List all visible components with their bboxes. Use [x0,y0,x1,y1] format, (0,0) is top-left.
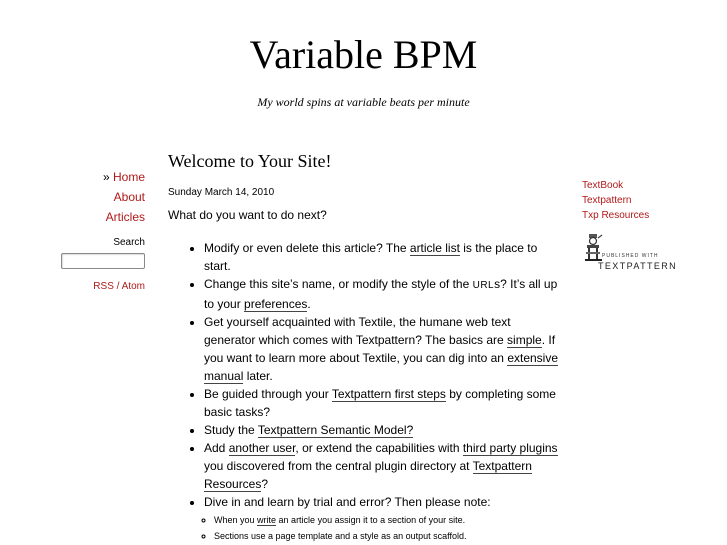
feed-separator: / [113,281,122,292]
nav-link-home[interactable]: Home [112,170,145,184]
write-link[interactable]: write [257,515,277,525]
list-item-text: Modify or even delete this article? The [204,241,410,255]
list-item-text: When you [214,515,258,525]
third-party-plugins-link[interactable]: third party plugins [462,441,558,455]
list-item-text: Sections use a page template and a style as an output scaffold. [214,531,467,541]
current-marker: » [102,170,113,184]
links-list [582,178,702,223]
site-title: Variable BPM [249,32,478,77]
article-title: Welcome to Your Site! [168,151,332,171]
list-item-text: is the place to start. [204,241,538,273]
another-user-link[interactable]: another user [228,441,296,455]
extensive-manual-link[interactable]: extensive manual [204,351,559,383]
textpattern-resources-link[interactable]: Textpattern Resources [204,459,532,491]
list-item-text: . If you want to learn more about Textile, you can dig into an [204,333,556,365]
list-item [204,239,558,275]
semantic-model-link[interactable]: Textpattern Semantic Model? [257,423,414,437]
nav-item-home [40,169,145,189]
list-item [204,439,558,493]
list-item-text: Get yourself acquainted with Textile, the humane web text generator which comes with Textpattern? The basics are [204,315,511,347]
search-label: Search [113,237,145,248]
link-item [582,193,702,208]
list-item-text: later. [243,369,273,383]
article-list-link[interactable]: article list [409,241,460,255]
url-abbr: URL [472,280,495,291]
article-list [168,239,558,544]
list-item-text: by completing some basic tasks? [204,387,556,419]
nav-item-about [40,189,145,209]
list-item [204,385,558,421]
badge-published-with: PUBLISHED WITH [602,253,659,259]
badge-textpattern: TEXTPATTERN [598,261,678,271]
textpattern-link[interactable]: Textpattern [582,195,632,206]
search-input[interactable] [61,253,145,269]
textpattern-badge[interactable] [582,232,677,274]
list-item-text: s? It’s all up to your [204,277,558,311]
section-nav [40,169,145,229]
list-item [204,493,558,544]
link-item [582,208,702,223]
simple-link[interactable]: simple [507,333,542,347]
preferences-link[interactable]: preferences [244,297,308,311]
list-item [204,313,558,385]
nav-item-articles [40,209,145,229]
list-item-text: Dive in and learn by trial and error? Then please note: [204,495,491,509]
list-item-text: you discovered from the central plugin directory at [204,459,473,473]
list-item-text: ? [261,477,269,491]
list-item-text: Add [204,441,229,455]
article-date: Sunday March 14, 2010 [168,187,275,198]
sub-list-item [214,512,558,528]
nav-link-about[interactable]: About [113,190,145,204]
link-item [582,178,702,193]
list-item-text: Be guided through your [204,387,332,401]
site-slogan: My world spins at variable beats per minute [257,95,470,109]
sub-list [204,512,558,544]
feed-links [40,281,145,293]
list-item-text: an article you assign it to a section of your site. [276,515,466,525]
atom-link[interactable]: Atom [121,281,145,292]
main-content [168,150,558,544]
list-item-text: Study the [204,423,258,437]
textbook-link[interactable]: TextBook [582,180,624,191]
txp-resources-link[interactable]: Txp Resources [582,210,650,221]
sidebar-left [40,169,145,293]
article-intro: What do you want to do next? [168,208,327,222]
sidebar-right [582,178,702,271]
rss-link[interactable]: RSS [93,281,114,292]
list-item [204,421,558,439]
list-item-text: Change this site’s name, or modify the style of the [204,277,473,291]
nav-link-articles[interactable]: Articles [105,210,145,224]
list-item [204,275,558,313]
list-item-text: , or extend the capabilities with [295,441,463,455]
list-item-text: . [307,297,311,311]
first-steps-link[interactable]: Textpattern first steps [331,387,446,401]
sub-list-item [214,528,558,544]
printing-press-icon [584,232,604,262]
